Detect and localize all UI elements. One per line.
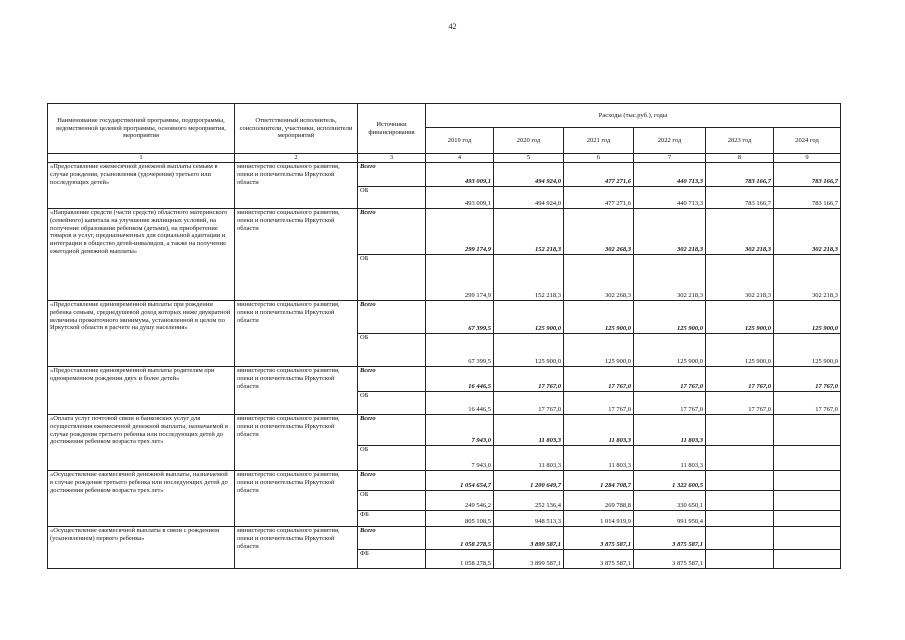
header-expenses: Расходы (тыс.руб.), годы xyxy=(426,104,841,128)
measure-name: «Предоставление ежемесячной денежной выплаты семьям в случае рождения, усыновления (удочерения) третьего или последующих детей» xyxy=(48,163,235,209)
expense-value: 125 900,0 xyxy=(494,334,564,367)
expense-value: 11 803,3 xyxy=(564,446,634,471)
expense-value: 249 546,2 xyxy=(426,491,494,511)
funding-source: Всего xyxy=(358,367,426,392)
header-year: 2021 год xyxy=(564,128,634,154)
expense-value: 125 900,0 xyxy=(706,334,774,367)
expense-value: 16 446,5 xyxy=(426,392,494,415)
measure-executor: министерство социального развития, опеки и попечительства Иркутской области xyxy=(235,415,358,471)
funding-source: ОБ xyxy=(358,187,426,209)
expense-value: 125 900,0 xyxy=(774,334,841,367)
expense-value xyxy=(706,471,774,491)
expense-value: 125 900,0 xyxy=(564,334,634,367)
expense-value: 299 174,9 xyxy=(426,255,494,301)
header-year: 2020 год xyxy=(494,128,564,154)
measure-name: «Направление средств (части средств) областного материнского (семейного) капитала на улучшение жилищных условий, на получение образования ребенком (детьми), на приобретение товаров и услуг, предназначенных для социальной адаптации и интеграции в общество детей-инвалидов, а также на получение ежегодной денежной выплаты» xyxy=(48,209,235,301)
expense-value: 125 900,0 xyxy=(634,301,706,334)
expense-value: 1 058 278,5 xyxy=(426,550,494,569)
column-index: 9 xyxy=(774,154,841,163)
expense-value: 302 218,3 xyxy=(774,255,841,301)
measure-name: «Оплата услуг почтовой связи и банковских услуг для осуществления ежемесячной денежной выплаты, назначаемой в случае рождения третьего ребенка или последующих детей до достижения ребенком возраста трех лет» xyxy=(48,415,235,471)
measure-name: «Осуществление ежемесячной денежной выплаты, назначаемой в случае рождения третьего ребенка или последующих детей до достижения ребенком возраста трех лет» xyxy=(48,471,235,527)
header-year: 2023 год xyxy=(706,128,774,154)
expense-value: 783 166,7 xyxy=(774,163,841,187)
expense-value xyxy=(774,550,841,569)
expense-value: 330 650,1 xyxy=(634,491,706,511)
expense-value xyxy=(774,471,841,491)
expense-value: 302 218,3 xyxy=(706,209,774,255)
expense-value: 302 218,3 xyxy=(634,255,706,301)
expense-value: 11 803,3 xyxy=(564,415,634,446)
header-year: 2022 год xyxy=(634,128,706,154)
expense-value: 11 803,3 xyxy=(634,446,706,471)
measure-executor: министерство социального развития, опеки и попечительства Иркутской области xyxy=(235,163,358,209)
measure-name: «Предоставление единовременной выплаты при рождении ребенка семьям, среднедушевой доход которых ниже двукратной величины прожиточного минимума, установленной в целом по Иркутской области в расчете на душу населения» xyxy=(48,301,235,367)
expense-value: 16 446,5 xyxy=(426,367,494,392)
expense-value xyxy=(706,527,774,550)
expense-value: 3 899 587,1 xyxy=(494,527,564,550)
expense-value: 1 058 278,5 xyxy=(426,527,494,550)
expense-value: 17 767,0 xyxy=(634,392,706,415)
header-name: Наименование государственной программы, подпрограммы, ведомственной целевой программы, основного мероприятия, мероприятия xyxy=(48,104,235,154)
expense-value: 440 713,3 xyxy=(634,187,706,209)
expenses-table xyxy=(47,103,841,569)
expense-value xyxy=(706,550,774,569)
expense-value: 17 767,0 xyxy=(564,367,634,392)
expense-value: 152 218,3 xyxy=(494,209,564,255)
expense-value: 991 950,4 xyxy=(634,511,706,527)
expense-value: 125 900,0 xyxy=(774,301,841,334)
expense-value: 125 900,0 xyxy=(494,301,564,334)
column-index: 2 xyxy=(235,154,358,163)
expense-value: 3 875 587,1 xyxy=(634,550,706,569)
table-row xyxy=(48,367,841,392)
funding-source: ОБ xyxy=(358,334,426,367)
expense-value: 494 924,0 xyxy=(494,187,564,209)
expense-value: 7 943,0 xyxy=(426,446,494,471)
expense-value: 1 284 708,7 xyxy=(564,471,634,491)
funding-source: Всего xyxy=(358,163,426,187)
column-index-row xyxy=(48,154,841,163)
measure-name: «Предоставление единовременной выплаты родителям при одновременном рождении двух и более детей» xyxy=(48,367,235,415)
expense-value: 17 767,0 xyxy=(494,392,564,415)
expense-value xyxy=(706,415,774,446)
funding-source: ОБ xyxy=(358,392,426,415)
expense-value: 493 009,1 xyxy=(426,187,494,209)
expense-value xyxy=(774,511,841,527)
expense-value: 494 924,0 xyxy=(494,163,564,187)
measure-executor: министерство социального развития, опеки и попечительства Иркутской области xyxy=(235,527,358,569)
column-index: 1 xyxy=(48,154,235,163)
expense-value: 67 399,5 xyxy=(426,301,494,334)
table-row xyxy=(48,301,841,334)
funding-source: ФБ xyxy=(358,550,426,569)
expense-value: 17 767,0 xyxy=(634,367,706,392)
expense-value xyxy=(706,511,774,527)
column-index: 8 xyxy=(706,154,774,163)
expense-value xyxy=(774,446,841,471)
measure-executor: министерство социального развития, опеки и попечительства Иркутской области xyxy=(235,471,358,527)
expense-value: 302 218,3 xyxy=(706,255,774,301)
column-index: 5 xyxy=(494,154,564,163)
expense-value: 152 218,3 xyxy=(494,255,564,301)
expense-value: 17 767,0 xyxy=(564,392,634,415)
expense-value xyxy=(706,491,774,511)
funding-source: ОБ xyxy=(358,491,426,511)
expense-value: 252 136,4 xyxy=(494,491,564,511)
page-number: 42 xyxy=(448,22,457,31)
expense-value: 125 900,0 xyxy=(564,301,634,334)
measure-executor: министерство социального развития, опеки и попечительства Иркутской области xyxy=(235,209,358,301)
expense-value xyxy=(774,491,841,511)
table-row xyxy=(48,415,841,446)
expense-value: 805 108,5 xyxy=(426,511,494,527)
expense-value: 67 399,5 xyxy=(426,334,494,367)
expense-value: 477 271,6 xyxy=(564,187,634,209)
expense-value: 948 513,3 xyxy=(494,511,564,527)
expense-value: 477 271,6 xyxy=(564,163,634,187)
funding-source: Всего xyxy=(358,527,426,550)
funding-source: Всего xyxy=(358,301,426,334)
funding-source: ОБ xyxy=(358,255,426,301)
column-index: 3 xyxy=(358,154,426,163)
funding-source: ОБ xyxy=(358,446,426,471)
table-row xyxy=(48,209,841,255)
table-row xyxy=(48,163,841,187)
expense-value: 302 218,3 xyxy=(774,209,841,255)
funding-source: Всего xyxy=(358,209,426,255)
funding-source: Всего xyxy=(358,415,426,446)
expense-value: 17 767,0 xyxy=(706,367,774,392)
measure-name: «Осуществление ежемесячной выплаты в связи с рождением (усыновлением) первого ребенка» xyxy=(48,527,235,569)
column-index: 7 xyxy=(634,154,706,163)
column-index: 4 xyxy=(426,154,494,163)
expense-value: 17 767,0 xyxy=(706,392,774,415)
expense-value: 3 875 587,1 xyxy=(564,527,634,550)
funding-source: Всего xyxy=(358,471,426,491)
header-sources: Источники финансирования xyxy=(358,104,426,154)
header-year: 2019 год xyxy=(426,128,494,154)
table-row xyxy=(48,527,841,550)
expense-value: 1 054 654,7 xyxy=(426,471,494,491)
funding-source: ФБ xyxy=(358,511,426,527)
expense-value: 17 767,0 xyxy=(774,392,841,415)
expense-value: 3 875 587,1 xyxy=(564,550,634,569)
expense-value: 269 788,8 xyxy=(564,491,634,511)
expense-value: 783 166,7 xyxy=(774,187,841,209)
expense-value: 1 322 600,5 xyxy=(634,471,706,491)
expense-value: 493 009,1 xyxy=(426,163,494,187)
expense-value: 302 268,3 xyxy=(564,255,634,301)
expense-value: 1 014 919,9 xyxy=(564,511,634,527)
expense-value: 17 767,0 xyxy=(774,367,841,392)
expense-value: 11 803,3 xyxy=(494,446,564,471)
expense-value xyxy=(774,527,841,550)
header-year: 2024 год xyxy=(774,128,841,154)
expense-value: 3 875 587,1 xyxy=(634,527,706,550)
column-index: 6 xyxy=(564,154,634,163)
expense-value: 125 900,0 xyxy=(706,301,774,334)
expense-value: 1 200 649,7 xyxy=(494,471,564,491)
expense-value: 783 166,7 xyxy=(706,163,774,187)
measure-executor: министерство социального развития, опеки и попечительства Иркутской области xyxy=(235,301,358,367)
table-row xyxy=(48,471,841,491)
expense-value: 7 943,0 xyxy=(426,415,494,446)
expense-value: 11 803,3 xyxy=(494,415,564,446)
header-executor: Ответственный исполнитель, соисполнители, участники, исполнители мероприятий xyxy=(235,104,358,154)
expense-value: 302 218,3 xyxy=(634,209,706,255)
expense-value: 125 900,0 xyxy=(634,334,706,367)
expense-value xyxy=(706,446,774,471)
expense-value: 299 174,9 xyxy=(426,209,494,255)
measure-executor: министерство социального развития, опеки и попечительства Иркутской области xyxy=(235,367,358,415)
expense-value xyxy=(774,415,841,446)
expense-value: 783 166,7 xyxy=(706,187,774,209)
expense-value: 17 767,0 xyxy=(494,367,564,392)
expense-value: 3 899 587,1 xyxy=(494,550,564,569)
expense-value: 440 713,3 xyxy=(634,163,706,187)
expense-value: 302 268,3 xyxy=(564,209,634,255)
expense-value: 11 803,3 xyxy=(634,415,706,446)
